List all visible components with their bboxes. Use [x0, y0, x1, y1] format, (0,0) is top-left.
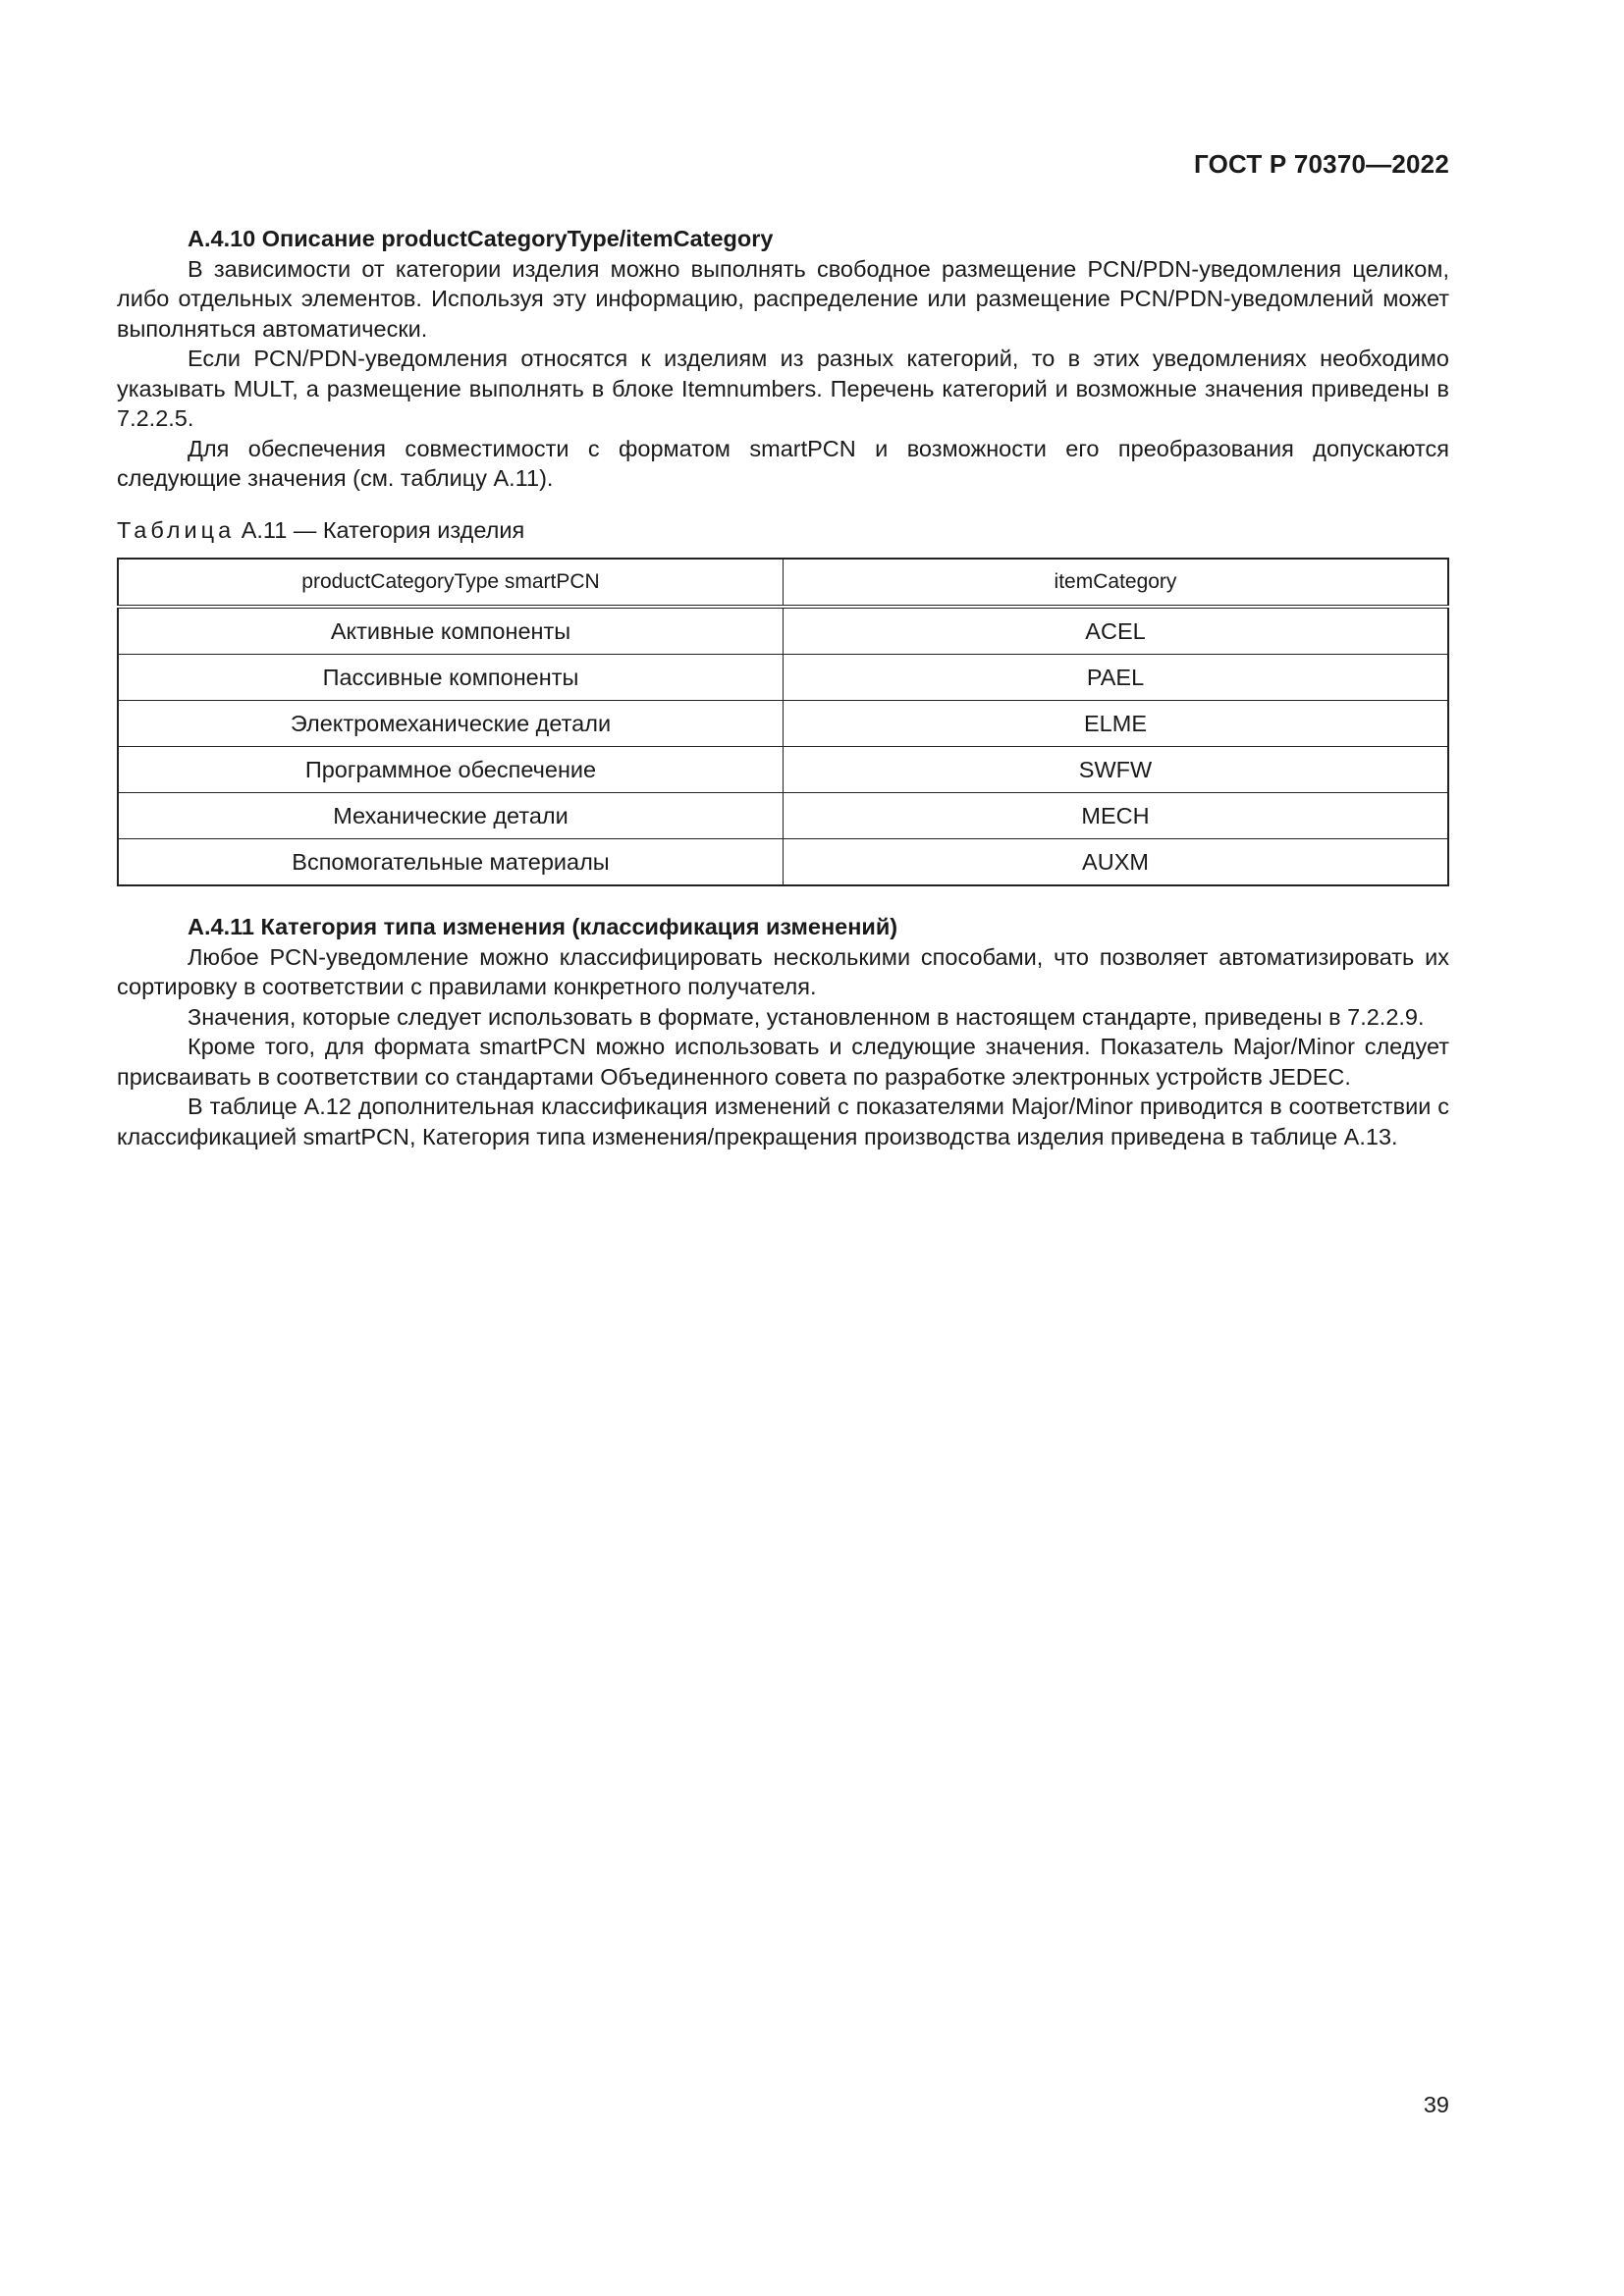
table-cell: ACEL [784, 607, 1449, 655]
section-a411-paragraph-2: Значения, которые следует использовать в формате, установленном в настоящем стандарте, приведены в 7.2.2.9. [188, 1003, 1425, 1030]
document-id: ГОСТ Р 70370—2022 [1194, 149, 1449, 179]
table-header-row [118, 559, 1448, 607]
table-row [118, 793, 1448, 839]
table-caption-text: А.11 — Категория изделия [241, 516, 525, 543]
column-header-product-category: productCategoryType smartPCN [118, 559, 784, 607]
section-a411 [117, 912, 1449, 1151]
table-row [118, 701, 1448, 747]
page-content [117, 224, 1449, 1151]
section-a410-paragraph-2: Если PCN/PDN-уведомления относятся к изделиям из разных категорий, то в этих уведомлениях необходимо указывать MULT, а размещение выполнять в блоке Itemnumbers. Перечень категорий и возможные значения приведены в 7.2.2.5. [117, 346, 1449, 431]
table-row [118, 655, 1448, 701]
table-cell: Пассивные компоненты [118, 655, 784, 701]
section-a410-paragraph-3: Для обеспечения совместимости с форматом smartPCN и возможности его преобразования допускаются следующие значения (см. таблицу А.11). [117, 435, 1449, 491]
table-cell: PAEL [784, 655, 1449, 701]
table-cell: Электромеханические детали [118, 701, 784, 747]
table-cell: Вспомогательные материалы [118, 839, 784, 886]
section-a411-heading: А.4.11 Категория типа изменения (классификация изменений) [188, 914, 898, 939]
table-cell: Активные компоненты [118, 607, 784, 655]
category-table [117, 558, 1449, 886]
table-cell: SWFW [784, 747, 1449, 793]
section-a411-paragraph-3: Кроме того, для формата smartPCN можно использовать и следующие значения. Показатель Major/Minor следует присваивать в соответствии со стандартами Объединенного совета по разработке электронных устройств JEDEC. [117, 1034, 1449, 1090]
table-cell: ELME [784, 701, 1449, 747]
section-a411-paragraph-1: Любое PCN-уведомление можно классифицировать несколькими способами, что позволяет автоматизировать их сортировку в соответствии с правилами конкретного получателя. [117, 943, 1449, 999]
page-number: 39 [1423, 2092, 1449, 2117]
table-caption-label: Таблица [117, 516, 236, 543]
table-cell: MECH [784, 793, 1449, 839]
table-row [118, 747, 1448, 793]
section-a410-paragraph-1: В зависимости от категории изделия можно выполнять свободное размещение PCN/PDN-уведомления целиком, либо отдельных элементов. Используя эту информацию, распределение или размещение PCN/PDN-уведомлений может выполняться автоматически. [117, 255, 1449, 342]
table-cell: Механические детали [118, 793, 784, 839]
table-row [118, 607, 1448, 655]
section-a410-heading: А.4.10 Описание productCategoryType/itemCategory [188, 226, 774, 251]
column-header-item-category: itemCategory [784, 559, 1449, 607]
table-cell: Программное обеспечение [118, 747, 784, 793]
table-a11-caption [117, 515, 1449, 546]
section-a411-paragraph-4: В таблице А.12 дополнительная классификация изменений с показателями Major/Minor приводится в соответствии с классификацией smartPCN, Категория типа изменения/прекращения производства изделия приведена в таблице А.13. [117, 1094, 1449, 1149]
table-cell: AUXM [784, 839, 1449, 886]
table-row [118, 839, 1448, 886]
